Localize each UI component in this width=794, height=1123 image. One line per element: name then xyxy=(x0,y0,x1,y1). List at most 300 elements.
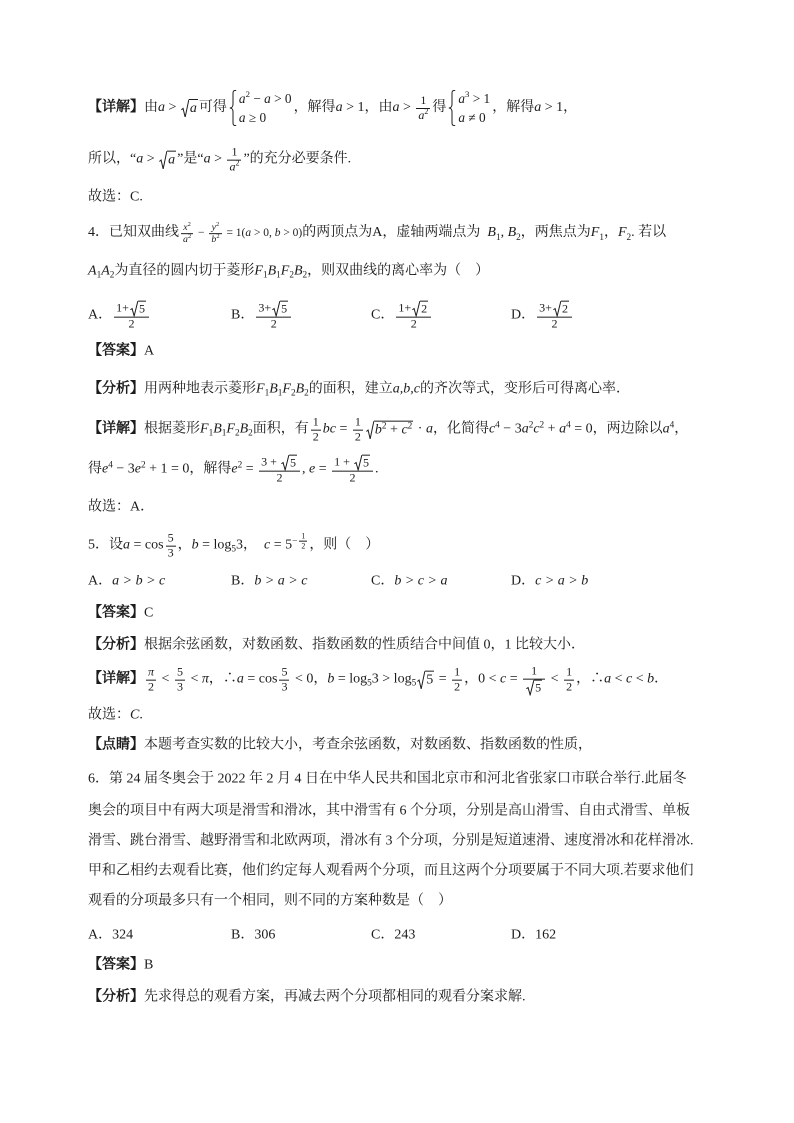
radicand xyxy=(561,301,569,317)
text-run: > 0 xyxy=(270,91,292,106)
superscript xyxy=(382,421,387,432)
option-d xyxy=(511,301,651,332)
text-run: > xyxy=(143,151,159,167)
section-label xyxy=(88,738,144,755)
text-run: > 0, xyxy=(251,227,275,240)
text-run: 2 xyxy=(304,387,309,398)
numerator xyxy=(259,455,300,471)
text-run: < xyxy=(186,671,202,687)
text-run: 2 xyxy=(539,419,545,430)
subscript xyxy=(222,428,227,439)
text-run: 的齐次等式，变形后可得离心率． xyxy=(419,381,630,397)
radical-sign xyxy=(412,301,420,317)
text-run: e xyxy=(102,461,109,477)
text-line xyxy=(88,500,154,517)
text-line xyxy=(88,222,666,246)
math-italic xyxy=(375,423,382,440)
radical-sign xyxy=(272,301,280,317)
text-run: = 1( xyxy=(223,227,246,240)
math-italic xyxy=(394,574,447,591)
text-run: a xyxy=(534,99,542,115)
text-run: 2 xyxy=(407,420,413,431)
text-run: F xyxy=(256,381,265,397)
subscript xyxy=(235,428,240,439)
text-run: 【点睛】 xyxy=(88,737,144,753)
fraction xyxy=(209,222,221,246)
text-run: > xyxy=(210,151,226,167)
numerator xyxy=(227,146,241,160)
text-run: 1 xyxy=(96,269,102,280)
text-line xyxy=(88,708,143,725)
text-run: < xyxy=(547,671,563,687)
text-run: 2 xyxy=(187,220,191,228)
math-italic xyxy=(294,264,303,281)
text-run: e xyxy=(308,461,316,477)
math-italic xyxy=(200,422,209,439)
text-run: B xyxy=(269,381,278,397)
text-run: 3 xyxy=(465,88,470,99)
math-italic xyxy=(522,422,529,439)
text-run: 2 xyxy=(216,220,220,228)
numerator xyxy=(146,666,156,680)
text-run: a xyxy=(238,110,246,125)
text-run: 5 xyxy=(231,543,236,554)
math-italic xyxy=(487,226,496,243)
radicand xyxy=(425,671,434,690)
text-run: 所以，“ xyxy=(88,151,137,167)
subscript xyxy=(248,428,253,439)
option-b xyxy=(231,301,371,332)
math-italic xyxy=(239,108,246,127)
text-run: D． xyxy=(511,927,536,943)
text-run: b xyxy=(327,671,335,687)
superscript xyxy=(495,420,500,431)
text-run: ，则双曲线的离心率为（ ） xyxy=(307,263,490,279)
math-italic xyxy=(226,422,235,439)
subscript xyxy=(367,678,372,689)
text-run: 243 xyxy=(394,927,416,943)
math-italic xyxy=(112,574,165,591)
text-run: = cos xyxy=(130,537,164,553)
text-run: = log xyxy=(198,537,232,553)
math-italic xyxy=(204,152,211,169)
text-run: c > a > b xyxy=(535,573,589,589)
math-italic xyxy=(647,672,654,689)
text-run: 1 xyxy=(277,387,283,398)
text-run: 2 xyxy=(276,470,283,485)
fraction xyxy=(279,666,289,695)
text-run: a xyxy=(521,421,529,437)
text-run: 4．已知双曲线 xyxy=(88,225,179,241)
math-italic xyxy=(426,422,433,439)
text-run: 1 xyxy=(420,92,427,107)
system-row xyxy=(458,89,490,108)
denominator xyxy=(146,680,156,695)
system-row xyxy=(239,89,292,108)
text-run: 1 xyxy=(454,664,461,679)
text-line xyxy=(88,894,452,911)
text-run: 1 xyxy=(566,664,573,679)
text-run: a xyxy=(203,151,211,167)
text-run: 2 xyxy=(128,316,135,331)
numerator xyxy=(353,416,363,430)
math-italic xyxy=(458,89,465,108)
radicand xyxy=(138,301,146,317)
text-run: B xyxy=(267,263,277,279)
numerator xyxy=(166,532,176,546)
text-run: a xyxy=(136,151,144,167)
text-run: 1 xyxy=(231,144,238,159)
math-italic xyxy=(101,264,110,281)
square-root xyxy=(159,151,176,170)
text-run: 2 xyxy=(290,387,296,398)
text-run: 根据余弦函数，对数函数、指数函数的性质结合中间值 0，1 比较大小． xyxy=(144,637,585,653)
option-a xyxy=(88,574,231,591)
fraction xyxy=(256,301,291,332)
denominator xyxy=(114,317,149,332)
text-run: 【分析】 xyxy=(88,381,144,397)
text-run: A． xyxy=(88,573,113,589)
text-run: 【详解】 xyxy=(88,421,144,437)
math-italic xyxy=(237,672,244,689)
math-italic xyxy=(336,100,343,117)
text-run: 5 xyxy=(535,680,542,695)
text-run: A xyxy=(144,343,155,359)
text-run: , xyxy=(500,225,508,241)
denominator xyxy=(537,317,572,332)
text-line xyxy=(88,804,690,821)
text-run: C xyxy=(144,605,154,621)
text-run: bc xyxy=(322,421,336,437)
option-b xyxy=(231,574,371,591)
subscript xyxy=(496,232,501,243)
text-line xyxy=(88,301,651,332)
square-root xyxy=(272,301,288,317)
text-run: 2 xyxy=(561,301,568,316)
text-run: = xyxy=(315,461,331,477)
text-run: 3 > log xyxy=(371,671,412,687)
fraction xyxy=(353,416,363,445)
text-run: ”是“ xyxy=(177,151,204,167)
denominator xyxy=(523,679,545,696)
text-run: a xyxy=(392,99,400,115)
text-run: 2 xyxy=(454,679,461,694)
text-run: a xyxy=(458,110,466,125)
text-run: C xyxy=(130,707,140,723)
text-run: < xyxy=(158,671,173,687)
text-run: A． xyxy=(88,927,113,943)
denominator xyxy=(416,108,430,123)
radical-sign xyxy=(417,671,425,690)
fraction xyxy=(259,455,300,486)
text-run: > xyxy=(165,99,180,115)
text-line xyxy=(88,665,668,696)
superscript xyxy=(670,420,675,431)
numerator xyxy=(256,301,291,317)
denominator xyxy=(259,471,300,486)
section-label xyxy=(88,958,144,975)
text-run: 2 xyxy=(421,301,428,316)
radicand xyxy=(280,301,288,317)
text-run: 4 xyxy=(669,419,675,430)
text-run: = xyxy=(242,461,258,477)
small-math xyxy=(179,222,302,246)
text-run: b > c > a xyxy=(394,573,448,589)
math-italic xyxy=(393,382,420,399)
text-run: − xyxy=(195,227,208,240)
text-run: C． xyxy=(371,307,395,323)
fraction xyxy=(311,416,321,445)
numerator xyxy=(523,665,545,679)
text-run: 1 xyxy=(262,269,268,280)
text-line xyxy=(88,455,378,486)
text-run: 4 xyxy=(108,459,113,470)
option-a xyxy=(88,301,231,332)
math-italic xyxy=(158,100,165,117)
text-run: 5 xyxy=(167,530,174,545)
text-run: 得 xyxy=(88,461,102,477)
text-run: a xyxy=(245,227,252,240)
text-run: · xyxy=(414,421,426,437)
text-run: ，∴ xyxy=(208,671,237,687)
text-run: B xyxy=(507,225,517,241)
text-run: 3 xyxy=(281,679,288,694)
text-run: + xyxy=(544,421,560,437)
radicand xyxy=(289,455,297,471)
text-run: = xyxy=(506,671,522,687)
text-run: b > a > c xyxy=(254,573,308,589)
section-label xyxy=(88,422,144,439)
math-italic xyxy=(327,672,334,689)
subscript xyxy=(289,270,294,281)
text-run: F xyxy=(617,225,627,241)
math-italic xyxy=(618,226,627,243)
text-run: 观看的分项最多只有一个相同，则不同的方案种数是（ ） xyxy=(88,893,452,909)
denominator xyxy=(256,317,291,332)
math-italic xyxy=(202,672,209,689)
denominator xyxy=(181,234,193,246)
subscript xyxy=(516,232,521,243)
text-run: 2 xyxy=(245,88,250,99)
superscript xyxy=(529,420,534,431)
fraction xyxy=(396,301,431,332)
text-run: c xyxy=(500,671,507,687)
text-line xyxy=(88,89,577,127)
math-italic xyxy=(559,422,566,439)
text-line xyxy=(88,146,351,175)
text-line xyxy=(88,416,688,445)
text-run: a xyxy=(458,91,466,106)
text-run: 奥会的项目中有两大项是滑雪和滑冰，其中滑雪有 6 个分项，分别是高山滑雪、自由式滑雪、单板 xyxy=(88,803,690,819)
text-run: B． xyxy=(231,573,255,589)
text-run: 3 xyxy=(176,679,183,694)
text-run: + 1 = 0，解得 xyxy=(145,461,232,477)
text-run: , xyxy=(301,461,309,477)
text-run: 2 xyxy=(109,269,115,280)
fraction xyxy=(166,532,176,561)
left-brace xyxy=(229,90,237,126)
text-run: 故选：A． xyxy=(88,499,155,515)
section-label xyxy=(88,100,144,117)
text-run: = xyxy=(335,421,351,437)
section-label xyxy=(88,672,144,689)
section-label xyxy=(88,606,144,623)
square-root xyxy=(366,421,413,440)
text-run: a xyxy=(559,421,567,437)
options-row xyxy=(88,574,651,591)
text-run: 1 xyxy=(208,427,214,438)
option-c xyxy=(371,574,511,591)
equation-system xyxy=(229,89,292,127)
text-run: D． xyxy=(511,573,536,589)
text-run: ，解得 xyxy=(492,99,535,115)
text-run: > xyxy=(399,99,415,115)
subscript xyxy=(303,270,308,281)
option-a xyxy=(88,928,231,945)
math-italic xyxy=(123,538,130,555)
text-run: 由 xyxy=(144,99,158,115)
subscript xyxy=(265,388,270,399)
numerator xyxy=(396,301,431,317)
radical-sign xyxy=(130,301,138,317)
numerator xyxy=(114,301,149,317)
superscript xyxy=(408,421,413,432)
radicand xyxy=(420,301,428,317)
text-run: 甲和乙相约去观看比赛，他们约定每人观看两个分项，而且这两个分项要属于不同大项.若要求他们 xyxy=(88,863,694,879)
denominator xyxy=(299,541,307,551)
square-root xyxy=(553,301,569,317)
text-run: 2 xyxy=(381,420,387,431)
text-run: < xyxy=(632,671,648,687)
text-run: 1+ xyxy=(398,300,412,315)
superscript xyxy=(216,221,219,228)
text-run: 1 xyxy=(354,414,361,429)
math-italic xyxy=(88,264,97,281)
square-root xyxy=(412,301,428,317)
subscript xyxy=(627,232,632,243)
options-row xyxy=(88,301,651,332)
text-run: y xyxy=(211,222,217,234)
section-label xyxy=(88,344,144,361)
text-run: 2 xyxy=(234,427,240,438)
fraction xyxy=(146,666,156,695)
math-italic xyxy=(168,153,175,170)
square-root xyxy=(130,301,146,317)
math-italic xyxy=(256,382,265,399)
text-run: 面积，有 xyxy=(252,421,309,437)
text-run: 2 xyxy=(140,459,146,470)
text-run: < xyxy=(611,671,626,687)
text-run: + xyxy=(386,422,402,438)
text-run: C． xyxy=(371,927,395,943)
text-run: 3， xyxy=(236,537,264,553)
text-run: C． xyxy=(371,573,395,589)
numerator xyxy=(416,94,430,108)
text-run: 2 xyxy=(216,233,220,241)
text-run: a xyxy=(189,100,197,116)
text-run: a xyxy=(425,421,433,437)
denominator xyxy=(279,680,289,695)
text-line xyxy=(88,574,651,591)
text-run: B xyxy=(293,263,303,279)
radicand xyxy=(167,151,176,170)
text-run: 162 xyxy=(535,927,557,943)
fraction xyxy=(452,666,462,695)
numerator xyxy=(279,666,289,680)
text-run: ”的充分必要条件. xyxy=(243,151,352,167)
denominator xyxy=(353,430,363,445)
text-run: c xyxy=(533,421,540,437)
math-italic xyxy=(458,108,465,127)
numerator xyxy=(332,455,373,471)
text-run: 6．第 24 届冬奥会于 2022 年 2 月 4 日在中华人民共和国北京市和河北省张家口市联合举行.此届冬 xyxy=(88,771,687,787)
denominator xyxy=(166,546,176,561)
text-run: ， xyxy=(603,225,618,241)
text-run: 1 xyxy=(276,269,281,280)
denominator xyxy=(175,680,185,695)
square-root xyxy=(181,99,198,118)
math-italic xyxy=(213,422,222,439)
subscript xyxy=(412,678,417,689)
text-run: 5 xyxy=(138,301,145,316)
text-run: F xyxy=(590,225,600,241)
text-run: B xyxy=(144,957,154,973)
text-run: c xyxy=(488,421,496,437)
text-run: 2 xyxy=(566,679,573,694)
math-italic xyxy=(591,226,600,243)
text-run: 306 xyxy=(254,927,276,943)
text-run: c xyxy=(401,422,408,438)
text-run: 4 xyxy=(495,419,500,430)
text-run: = xyxy=(435,671,451,687)
subscript xyxy=(231,544,236,555)
text-run: 的面积，建立 xyxy=(308,381,393,397)
text-run: a xyxy=(168,152,176,168)
text-run: D． xyxy=(511,307,536,323)
text-run: b xyxy=(191,537,199,553)
text-run: ， xyxy=(177,537,192,553)
text-run: 5 xyxy=(362,455,369,470)
text-run: ，化简得 xyxy=(432,421,489,437)
text-run: = log xyxy=(334,671,368,687)
text-run: 2 xyxy=(354,429,361,444)
text-run: 5 xyxy=(176,664,183,679)
text-run: 滑雪、跳台滑雪、越野滑雪和北欧两项，滑冰有 3 个分项，分别是短道速滑、速度滑冰和花样滑冰. xyxy=(88,833,694,849)
text-run: 2 xyxy=(528,419,534,430)
text-run: B xyxy=(239,421,249,437)
radical-sign xyxy=(181,99,189,118)
text-run: 1+ xyxy=(116,300,129,315)
text-run: 5 xyxy=(289,455,296,470)
text-run: 2 xyxy=(187,233,192,241)
text-run: 2 xyxy=(301,541,306,551)
text-run: 【分析】 xyxy=(88,637,144,653)
text-run: ≥ 0 xyxy=(245,110,267,125)
text-run: 5．设 xyxy=(88,537,123,553)
superscript xyxy=(108,460,113,471)
math-italic xyxy=(535,574,588,591)
text-run: 用两种地表示菱形 xyxy=(144,381,256,397)
math-italic xyxy=(392,100,399,117)
fraction xyxy=(564,666,574,695)
math-italic xyxy=(296,382,305,399)
option-b xyxy=(231,928,371,945)
text-run: 先求得总的观看方案，再减去两个分项都相同的观看分案求解. xyxy=(144,989,526,1005)
text-run: ，解得 xyxy=(293,99,336,115)
section-label xyxy=(88,382,144,399)
text-run: a xyxy=(662,421,670,437)
text-run: 2 xyxy=(248,427,253,438)
